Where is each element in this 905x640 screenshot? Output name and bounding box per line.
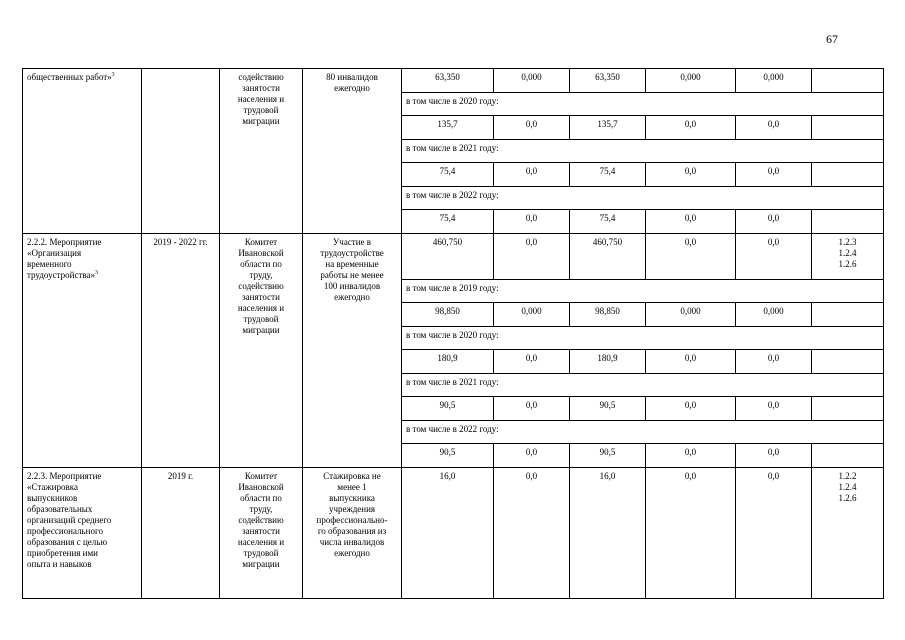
activity-row [23,234,884,280]
value-cell-3: 16,0 [570,468,646,599]
year-value-cell-1: 90,5 [402,444,494,468]
year-value-cell-4: 0,0 [646,163,736,187]
year-value-cell-1: 180,9 [402,350,494,374]
value-cell-1: 16,0 [402,468,494,599]
result-cell: Стажировка не менее 1 выпускника учреждения профессионально- го образования из числа инвалидов ежегодно [303,468,402,599]
year-indicators-cell [812,444,884,468]
year-label-cell: в том числе в 2020 году: [402,327,884,350]
footnote-mark: 3 [95,270,99,276]
year-value-cell-4: 0,0 [646,397,736,421]
value-cell-4: 0,000 [646,69,736,93]
page-number: 67 [826,32,838,46]
year-value-cell-3: 90,5 [570,397,646,421]
value-cell-5: 0,0 [736,468,812,599]
indicators-cell [812,69,884,93]
year-value-cell-3: 180,9 [570,350,646,374]
year-label-cell: в том числе в 2021 году: [402,140,884,163]
year-value-cell-5: 0,0 [736,163,812,187]
year-value-cell-3: 90,5 [570,444,646,468]
year-indicators-cell [812,210,884,234]
year-label-cell: в том числе в 2022 году: [402,187,884,210]
year-value-cell-5: 0,0 [736,444,812,468]
value-cell-1: 63,350 [402,69,494,93]
year-value-cell-4: 0,0 [646,116,736,140]
year-value-cell-2: 0,0 [494,444,570,468]
period-cell: 2019 - 2022 гг. [142,234,220,468]
year-value-cell-1: 135,7 [402,116,494,140]
value-cell-2: 0,000 [494,69,570,93]
year-value-cell-2: 0,0 [494,210,570,234]
year-label-cell: в том числе в 2019 году: [402,280,884,303]
result-cell: Участие в трудоустройстве на временные работы не менее 100 инвалидов ежегодно [303,234,402,468]
activity-name-cell: 2.2.3. Мероприятие «Стажировка выпускников образовательных организаций среднего профессионального образования с целью приобретения ими опыта и навыков [23,468,142,599]
year-value-cell-4: 0,0 [646,210,736,234]
year-value-cell-4: 0,000 [646,303,736,327]
year-value-cell-3: 135,7 [570,116,646,140]
footnote-mark: 3 [111,72,115,78]
year-value-cell-1: 98,850 [402,303,494,327]
year-label-cell: в том числе в 2021 году: [402,374,884,397]
year-value-cell-2: 0,0 [494,116,570,140]
year-indicators-cell [812,303,884,327]
year-label-cell: в том числе в 2020 году: [402,93,884,116]
activity-name-cell: 2.2.2. Мероприятие «Организация временного трудоустройства»$^3$ [23,234,142,468]
executor-cell: Комитет Ивановской области по труду, содействию занятости населения и трудовой миграции [220,468,303,599]
year-value-cell-2: 0,000 [494,303,570,327]
indicators-cell: 1.2.2 1.2.4 1.2.6 [812,468,884,599]
value-cell-1: 460,750 [402,234,494,280]
result-cell: 80 инвалидов ежегодно [303,69,402,234]
year-value-cell-2: 0,0 [494,163,570,187]
value-cell-2: 0,0 [494,468,570,599]
year-value-cell-5: 0,0 [736,116,812,140]
year-value-cell-1: 90,5 [402,397,494,421]
program-activities-table [22,68,884,599]
year-value-cell-5: 0,000 [736,303,812,327]
year-value-cell-4: 0,0 [646,444,736,468]
activity-row [23,69,884,93]
year-value-cell-3: 75,4 [570,163,646,187]
year-value-cell-5: 0,0 [736,350,812,374]
year-indicators-cell [812,163,884,187]
activity-row [23,468,884,599]
period-cell [142,69,220,234]
value-cell-4: 0,0 [646,468,736,599]
value-cell-3: 460,750 [570,234,646,280]
activity-name-cell: общественных работ»$^3$ [23,69,142,234]
value-cell-4: 0,0 [646,234,736,280]
year-value-cell-1: 75,4 [402,210,494,234]
year-value-cell-1: 75,4 [402,163,494,187]
year-indicators-cell [812,350,884,374]
value-cell-5: 0,000 [736,69,812,93]
indicators-cell: 1.2.3 1.2.4 1.2.6 [812,234,884,280]
year-value-cell-3: 75,4 [570,210,646,234]
value-cell-2: 0,0 [494,234,570,280]
year-value-cell-5: 0,0 [736,210,812,234]
executor-cell: Комитет Ивановской области по труду, содействию занятости населения и трудовой миграции [220,234,303,468]
executor-cell: содействию занятости населения и трудовой миграции [220,69,303,234]
year-indicators-cell [812,397,884,421]
year-value-cell-2: 0,0 [494,350,570,374]
year-value-cell-5: 0,0 [736,397,812,421]
period-cell: 2019 г. [142,468,220,599]
year-indicators-cell [812,116,884,140]
year-label-cell: в том числе в 2022 году: [402,421,884,444]
year-value-cell-4: 0,0 [646,350,736,374]
year-value-cell-2: 0,0 [494,397,570,421]
value-cell-3: 63,350 [570,69,646,93]
value-cell-5: 0,0 [736,234,812,280]
year-value-cell-3: 98,850 [570,303,646,327]
